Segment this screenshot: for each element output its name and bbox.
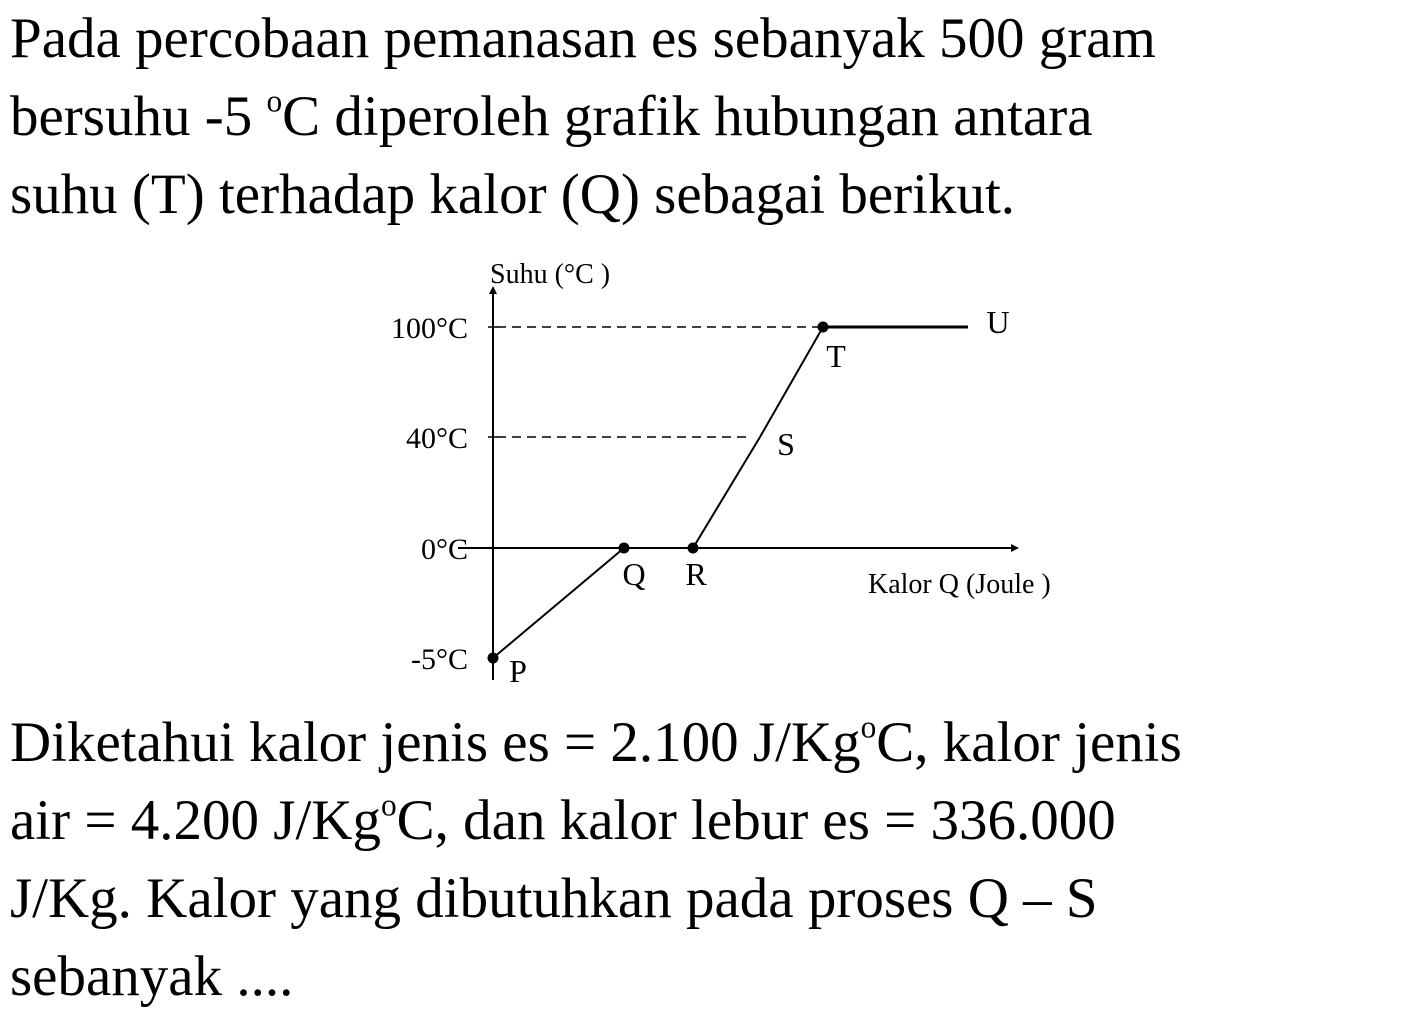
intro-line-1: Pada percobaan pemanasan es sebanyak 500 gram — [10, 7, 1156, 70]
y-axis-title: Suhu (°C ) — [490, 259, 611, 290]
outro-line-1-pre: Diketahui kalor jenis es = 2.100 J/Kg — [10, 711, 861, 774]
curve-segment — [493, 548, 624, 658]
chart-labels — [391, 259, 1051, 689]
y-tick-label: -5°C — [411, 643, 468, 676]
point-label-p: P — [509, 653, 527, 689]
outro-line-2 — [10, 782, 1182, 860]
outro-line-2-post: C, dan kalor lebur es = 336.000 — [396, 789, 1116, 852]
axes — [458, 290, 1015, 680]
outro-line-3: J/Kg. Kalor yang dibutuhkan pada proses Q – S — [10, 867, 1098, 930]
point-t-marker — [818, 322, 829, 333]
outro-line-4: sebanyak .... — [10, 945, 294, 1008]
degree-sign: o — [266, 83, 283, 119]
degree-sign: o — [860, 709, 877, 745]
x-axis-title: Kalor Q (Joule ) — [868, 569, 1051, 600]
point-r-marker — [688, 543, 699, 554]
curve-segment — [693, 437, 760, 548]
point-p-marker — [488, 653, 499, 664]
y-tick-label: 100°C — [390, 312, 468, 345]
point-label-t: T — [826, 338, 846, 374]
degree-sign: o — [380, 787, 397, 823]
y-tick-label: 0°C — [420, 533, 468, 566]
question-body — [10, 704, 1182, 1016]
point-label-r: R — [685, 556, 707, 592]
outro-line-2-pre: air = 4.200 J/Kg — [10, 789, 381, 852]
intro-line-2-post: C diperoleh grafik hubungan antara — [282, 85, 1093, 148]
outro-line-1-post: C, kalor jenis — [876, 711, 1182, 774]
point-label-q: Q — [622, 556, 646, 592]
outro-line-1 — [10, 704, 1182, 782]
y-tick-label: 40°C — [405, 422, 468, 455]
point-label-s: S — [777, 426, 795, 462]
heating-curve — [488, 322, 969, 664]
intro-line-2-pre: bersuhu -5 — [10, 85, 267, 148]
dashed-guides — [497, 327, 823, 437]
point-q-marker — [619, 543, 630, 554]
curve-segment — [760, 327, 823, 437]
point-label-u: U — [986, 304, 1010, 340]
intro-line-3: suhu (T) terhadap kalor (Q) sebagai berikut. — [10, 163, 1016, 226]
